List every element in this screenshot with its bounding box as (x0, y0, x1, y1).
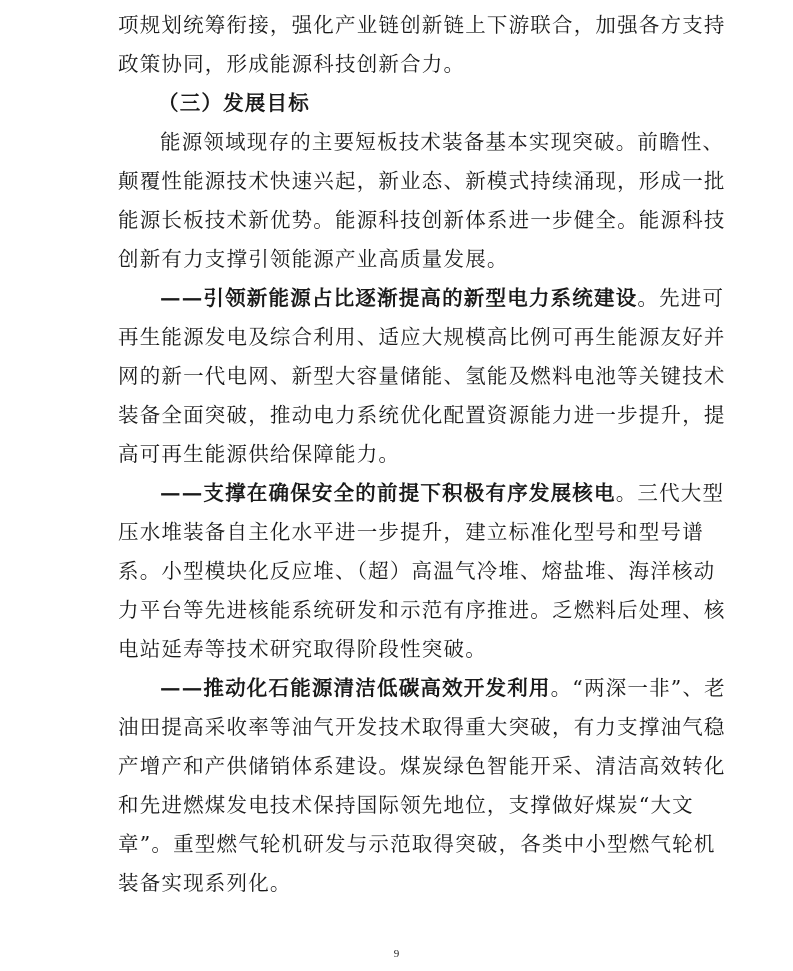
text-line: 颠覆性能源技术快速兴起，新业态、新模式持续涌现，形成一批 (118, 169, 726, 193)
bold-lead: ——引领新能源占比逐渐提高的新型电力系统建设 (160, 286, 638, 310)
bold-lead: ——支撑在确保安全的前提下积极有序发展核电 (160, 481, 616, 505)
text-line: 电站延寿等技术研究取得阶段性突破。 (118, 637, 487, 661)
text-line: 产增产和产供储销体系建设。煤炭绿色智能开采、清洁高效转化 (118, 754, 726, 778)
text-line: 和先进燃煤发电技术保持国际领先地位，支撑做好煤炭“大文 (118, 793, 694, 817)
document-page (118, 0, 726, 903)
paragraph-power-system (118, 279, 726, 474)
page-number: 9 (393, 948, 400, 960)
text-line: 力平台等先进核能系统研发和示范有序推进。乏燃料后处理、核 (118, 598, 726, 622)
text-line: 政策协同，形成能源科技创新合力。 (118, 52, 466, 76)
text-run: 。三代大型 (615, 481, 725, 505)
text-line: 系。小型模块化反应堆、（超）高温气冷堆、熔盐堆、海洋核动 (118, 559, 716, 583)
paragraph-goals-intro (118, 123, 726, 279)
text-line: 装备全面突破，推动电力系统优化配置资源能力进一步提升，提 (118, 403, 726, 427)
text-run: 。先进可 (637, 286, 725, 310)
text-line: 高可再生能源供给保障能力。 (118, 442, 401, 466)
text-line: 项规划统筹衔接，强化产业链创新链上下游联合，加强各方支持 (118, 13, 726, 37)
text-line (118, 669, 726, 708)
text-line: 创新有力支撑引领能源产业高质量发展。 (118, 247, 509, 271)
text-line: 章”。重型燃气轮机研发与示范取得突破，各类中小型燃气轮机 (118, 832, 716, 856)
text-line: 能源领域现存的主要短板技术装备基本实现突破。前瞻性、 (160, 130, 725, 154)
text-line (118, 474, 725, 513)
text-line: 能源长板技术新优势。能源科技创新体系进一步健全。能源科技 (118, 208, 726, 232)
text-line: 油田提高采收率等油气开发技术取得重大突破，有力支撑油气稳 (118, 715, 726, 739)
text-line: 压水堆装备自主化水平进一步提升，建立标准化型号和型号谱 (118, 520, 704, 544)
text-line: 网的新一代电网、新型大容量储能、氢能及燃料电池等关键技术 (118, 364, 726, 388)
section-heading: （三）发展目标 (158, 91, 310, 115)
text-line: 装备实现系列化。 (118, 871, 292, 895)
paragraph-nuclear (118, 474, 726, 669)
bold-lead: ——推动化石能源清洁低碳高效开发利用 (160, 676, 551, 700)
text-line: 再生能源发电及综合利用、适应大规模高比例可再生能源友好并 (118, 325, 726, 349)
paragraph-fossil (118, 669, 726, 903)
text-run: 。“两深一非”、老 (550, 676, 726, 700)
text-line (118, 279, 725, 318)
paragraph-continuation (118, 6, 726, 84)
